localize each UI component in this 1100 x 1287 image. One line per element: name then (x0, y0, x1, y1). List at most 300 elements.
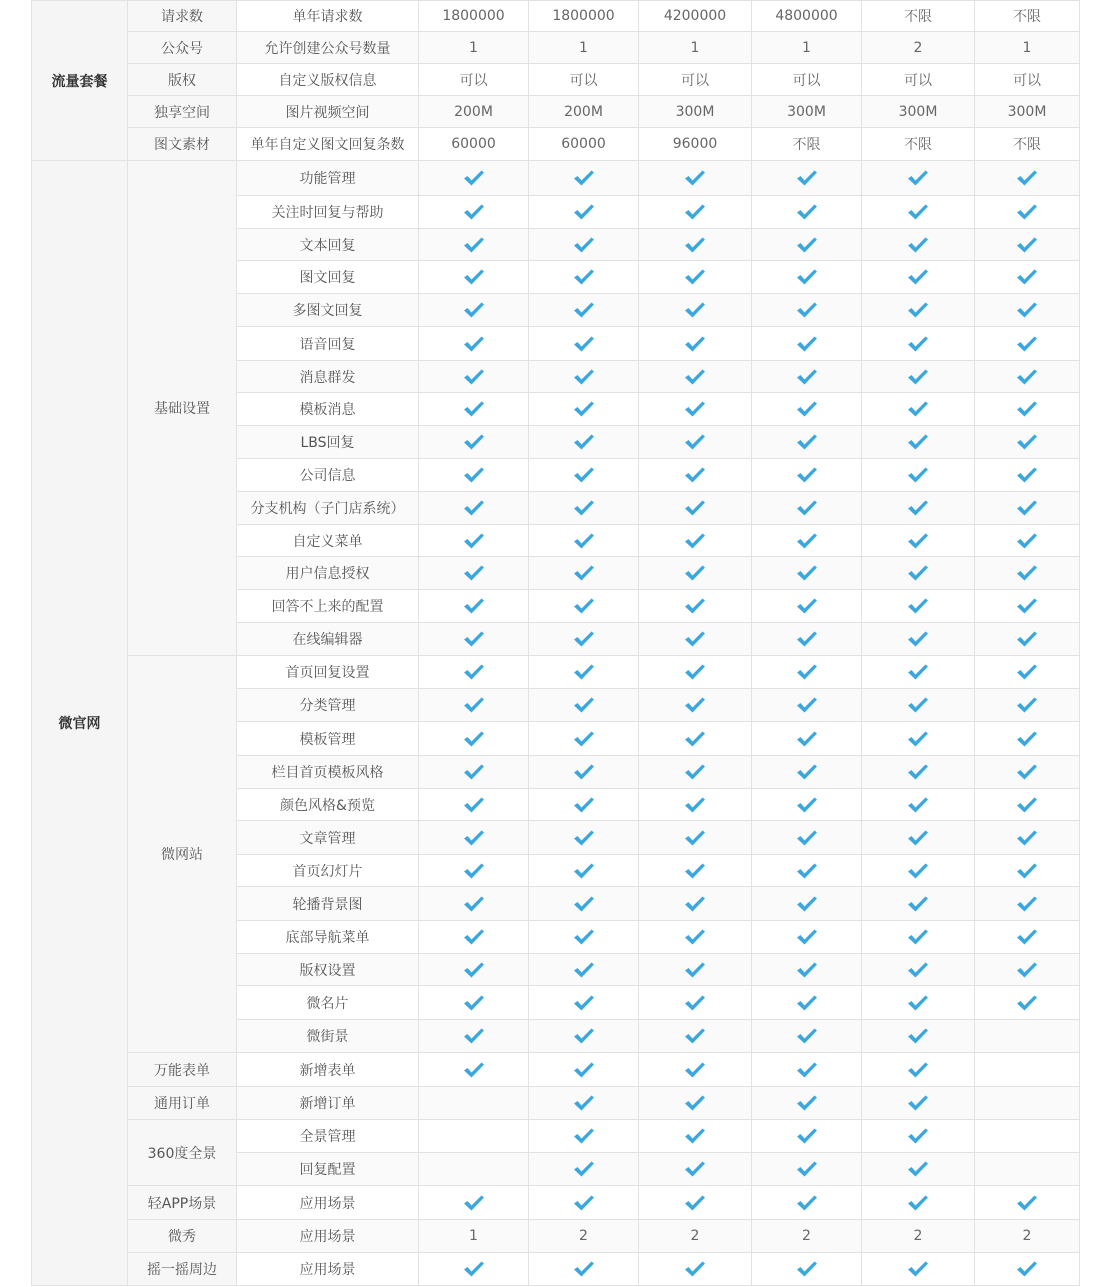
plan-value-check (639, 525, 752, 557)
check-icon (796, 1061, 818, 1079)
group-label: 摇一摇周边 (128, 1253, 237, 1286)
plan-value-check (419, 557, 529, 590)
check-icon (463, 301, 485, 319)
check-icon (1016, 730, 1038, 748)
plan-value-check (862, 1186, 975, 1220)
plan-value-check (639, 196, 752, 229)
plan-value-check (752, 590, 862, 623)
plan-value-check (639, 887, 752, 921)
plan-value: 1800000 (419, 1, 529, 32)
plan-value-check (419, 426, 529, 459)
check-icon (463, 1061, 485, 1079)
check-icon (573, 696, 595, 714)
plan-value-check (639, 492, 752, 525)
plan-value-check (639, 954, 752, 986)
check-icon (463, 630, 485, 648)
plan-value-check (419, 1020, 529, 1053)
plan-value-check (862, 393, 975, 426)
plan-value-check (419, 789, 529, 821)
check-icon (1016, 433, 1038, 451)
plan-value: 200M (419, 96, 529, 128)
check-icon (684, 169, 706, 187)
table-row (32, 32, 1080, 64)
feature-label: 底部导航菜单 (237, 921, 419, 954)
feature-label: 应用场景 (237, 1186, 419, 1220)
check-icon (573, 236, 595, 254)
check-icon (907, 301, 929, 319)
plan-value-check (639, 1087, 752, 1120)
check-icon (796, 400, 818, 418)
plan-value: 4200000 (639, 1, 752, 32)
plan-value-check (639, 986, 752, 1020)
plan-value-check (752, 887, 862, 921)
plan-value-check (975, 161, 1080, 196)
check-icon (463, 862, 485, 880)
plan-value-check (975, 689, 1080, 722)
plan-value-check (639, 294, 752, 327)
check-icon (684, 499, 706, 517)
plan-value-check (419, 492, 529, 525)
feature-label: 在线编辑器 (237, 623, 419, 656)
check-icon (463, 663, 485, 681)
check-icon (1016, 1260, 1038, 1278)
plan-value-check (975, 986, 1080, 1020)
feature-label: 关注时回复与帮助 (237, 196, 419, 229)
plan-value-check (529, 525, 639, 557)
plan-value: 4800000 (752, 1, 862, 32)
check-icon (573, 961, 595, 979)
check-icon (907, 696, 929, 714)
check-icon (463, 268, 485, 286)
plan-value-check (639, 1020, 752, 1053)
feature-label: 文本回复 (237, 229, 419, 261)
plan-value-check (419, 294, 529, 327)
check-icon (684, 466, 706, 484)
check-icon (684, 236, 706, 254)
check-icon (907, 466, 929, 484)
plan-value-check (529, 986, 639, 1020)
plan-value-check (639, 361, 752, 393)
plan-value-check (419, 327, 529, 361)
plan-value: 可以 (975, 64, 1080, 96)
feature-label: 轮播背景图 (237, 887, 419, 921)
check-icon (796, 335, 818, 353)
plan-value-check (862, 623, 975, 656)
plan-value-check (975, 1253, 1080, 1286)
plan-value-check (862, 986, 975, 1020)
feature-label: 颜色风格&预览 (237, 789, 419, 821)
plan-value-check (419, 623, 529, 656)
plan-value-check (639, 1053, 752, 1087)
plan-value: 可以 (639, 64, 752, 96)
check-icon (1016, 696, 1038, 714)
check-icon (573, 268, 595, 286)
plan-value-check (419, 954, 529, 986)
plan-value-check (752, 1020, 862, 1053)
plan-value-check (975, 261, 1080, 294)
plan-value: 1 (752, 32, 862, 64)
check-icon (573, 1061, 595, 1079)
feature-label: 新增订单 (237, 1087, 419, 1120)
plan-value-check (529, 1053, 639, 1087)
plan-value-empty (419, 1120, 529, 1153)
feature-label: 微街景 (237, 1020, 419, 1053)
plan-value-check (862, 722, 975, 756)
check-icon (684, 400, 706, 418)
group-label: 万能表单 (128, 1053, 237, 1087)
check-icon (907, 1027, 929, 1045)
plan-value-check (862, 557, 975, 590)
plan-value-check (529, 756, 639, 789)
check-icon (796, 532, 818, 550)
plan-value-check (752, 789, 862, 821)
plan-value-check (862, 921, 975, 954)
plan-value: 2 (975, 1220, 1080, 1253)
check-icon (573, 895, 595, 913)
feature-label: 版权设置 (237, 954, 419, 986)
feature-label: 全景管理 (237, 1120, 419, 1153)
check-icon (1016, 564, 1038, 582)
check-icon (684, 301, 706, 319)
check-icon (573, 301, 595, 319)
check-icon (573, 466, 595, 484)
plan-value-check (529, 1020, 639, 1053)
check-icon (463, 564, 485, 582)
check-icon (463, 335, 485, 353)
plan-value-check (975, 623, 1080, 656)
check-icon (463, 1194, 485, 1212)
check-icon (684, 796, 706, 814)
feature-label: 模板管理 (237, 722, 419, 756)
plan-value-check (752, 426, 862, 459)
check-icon (796, 961, 818, 979)
table-row (32, 1253, 1080, 1286)
plan-value: 300M (639, 96, 752, 128)
plan-value: 1 (529, 32, 639, 64)
feature-label: 允许创建公众号数量 (237, 32, 419, 64)
plan-value-check (975, 855, 1080, 887)
check-icon (463, 928, 485, 946)
plan-value-check (975, 294, 1080, 327)
plan-value-check (862, 756, 975, 789)
check-icon (573, 763, 595, 781)
plan-value-check (639, 426, 752, 459)
plan-value-check (639, 393, 752, 426)
plan-value-check (529, 161, 639, 196)
plan-value-check (639, 1120, 752, 1153)
plan-value-check (529, 393, 639, 426)
table-row (32, 64, 1080, 96)
check-icon (684, 368, 706, 386)
plan-value-check (529, 954, 639, 986)
plan-value-check (862, 459, 975, 492)
plan-value-check (752, 689, 862, 722)
feature-label: 语音回复 (237, 327, 419, 361)
plan-value-check (752, 161, 862, 196)
check-icon (907, 1127, 929, 1145)
feature-label: 模板消息 (237, 393, 419, 426)
check-icon (796, 368, 818, 386)
plan-value-check (862, 229, 975, 261)
check-icon (907, 994, 929, 1012)
plan-comparison-table-wrapper (31, 0, 1079, 1287)
plan-value-check (529, 789, 639, 821)
plan-value: 200M (529, 96, 639, 128)
plan-value-check (862, 590, 975, 623)
plan-value-empty (975, 1153, 1080, 1186)
plan-value-check (639, 1186, 752, 1220)
plan-value-check (862, 1053, 975, 1087)
check-icon (907, 368, 929, 386)
plan-value-check (975, 722, 1080, 756)
check-icon (573, 1194, 595, 1212)
group-label: 版权 (128, 64, 237, 96)
plan-value-check (752, 1153, 862, 1186)
check-icon (463, 1260, 485, 1278)
feature-label: 回答不上来的配置 (237, 590, 419, 623)
plan-value-check (862, 261, 975, 294)
plan-value-check (529, 689, 639, 722)
plan-value: 可以 (862, 64, 975, 96)
plan-value-empty (975, 1087, 1080, 1120)
plan-value-check (862, 161, 975, 196)
check-icon (907, 1260, 929, 1278)
plan-value-check (862, 954, 975, 986)
check-icon (684, 994, 706, 1012)
plan-value-check (752, 525, 862, 557)
plan-value-check (975, 426, 1080, 459)
plan-value-check (529, 459, 639, 492)
plan-value-check (752, 1087, 862, 1120)
check-icon (573, 433, 595, 451)
plan-value-check (529, 557, 639, 590)
check-icon (796, 169, 818, 187)
check-icon (796, 1027, 818, 1045)
plan-value-check (529, 196, 639, 229)
plan-value-check (862, 789, 975, 821)
plan-value-check (419, 722, 529, 756)
check-icon (907, 335, 929, 353)
check-icon (573, 1260, 595, 1278)
check-icon (1016, 236, 1038, 254)
plan-value-check (529, 1253, 639, 1286)
group-label: 图文素材 (128, 128, 237, 161)
check-icon (684, 895, 706, 913)
check-icon (796, 499, 818, 517)
check-icon (573, 564, 595, 582)
check-icon (907, 928, 929, 946)
plan-value-check (975, 492, 1080, 525)
plan-value-check (529, 855, 639, 887)
plan-value: 可以 (752, 64, 862, 96)
check-icon (684, 730, 706, 748)
check-icon (1016, 829, 1038, 847)
plan-value-check (752, 855, 862, 887)
plan-value-check (975, 196, 1080, 229)
check-icon (573, 630, 595, 648)
section-label: 微官网 (32, 161, 128, 1286)
check-icon (907, 433, 929, 451)
plan-value-check (975, 525, 1080, 557)
feature-label: 应用场景 (237, 1220, 419, 1253)
plan-value-empty (975, 1020, 1080, 1053)
plan-value-check (639, 623, 752, 656)
section-label: 流量套餐 (32, 1, 128, 161)
plan-value: 60000 (419, 128, 529, 161)
plan-value-check (639, 921, 752, 954)
check-icon (1016, 268, 1038, 286)
check-icon (684, 268, 706, 286)
plan-value-check (529, 1153, 639, 1186)
check-icon (463, 763, 485, 781)
check-icon (1016, 169, 1038, 187)
plan-value-check (529, 361, 639, 393)
plan-value-check (752, 623, 862, 656)
plan-value-check (752, 393, 862, 426)
check-icon (463, 236, 485, 254)
feature-label: 首页幻灯片 (237, 855, 419, 887)
check-icon (573, 862, 595, 880)
check-icon (1016, 895, 1038, 913)
plan-value-check (752, 229, 862, 261)
check-icon (907, 895, 929, 913)
plan-value-check (419, 689, 529, 722)
check-icon (1016, 466, 1038, 484)
check-icon (1016, 928, 1038, 946)
plan-value-check (975, 656, 1080, 689)
plan-value-check (862, 855, 975, 887)
plan-value-check (862, 492, 975, 525)
plan-value-check (752, 954, 862, 986)
plan-value-check (975, 327, 1080, 361)
plan-value-check (419, 196, 529, 229)
plan-comparison-table (31, 0, 1080, 1286)
check-icon (684, 433, 706, 451)
check-icon (463, 895, 485, 913)
plan-value-check (752, 656, 862, 689)
table-row (32, 1, 1080, 32)
plan-value-check (752, 1253, 862, 1286)
plan-value-check (529, 327, 639, 361)
plan-value-check (529, 1120, 639, 1153)
feature-label: 首页回复设置 (237, 656, 419, 689)
check-icon (463, 730, 485, 748)
feature-label: 图文回复 (237, 261, 419, 294)
plan-value-check (639, 1253, 752, 1286)
plan-value: 不限 (975, 1, 1080, 32)
plan-value-check (419, 361, 529, 393)
feature-label: 多图文回复 (237, 294, 419, 327)
check-icon (796, 663, 818, 681)
plan-value-check (639, 855, 752, 887)
feature-label: 回复配置 (237, 1153, 419, 1186)
plan-value: 1 (639, 32, 752, 64)
check-icon (573, 203, 595, 221)
check-icon (796, 1094, 818, 1112)
check-icon (684, 1260, 706, 1278)
check-icon (796, 564, 818, 582)
check-icon (1016, 763, 1038, 781)
feature-label: 微名片 (237, 986, 419, 1020)
plan-value: 1 (975, 32, 1080, 64)
check-icon (463, 961, 485, 979)
check-icon (1016, 499, 1038, 517)
check-icon (796, 203, 818, 221)
plan-value-check (975, 459, 1080, 492)
check-icon (907, 532, 929, 550)
group-label: 微秀 (128, 1220, 237, 1253)
plan-value-check (639, 756, 752, 789)
check-icon (796, 928, 818, 946)
check-icon (796, 895, 818, 913)
check-icon (796, 763, 818, 781)
check-icon (1016, 630, 1038, 648)
plan-value-check (639, 229, 752, 261)
plan-value-check (862, 656, 975, 689)
check-icon (684, 1027, 706, 1045)
group-label: 公众号 (128, 32, 237, 64)
plan-value-check (975, 393, 1080, 426)
feature-label: 分类管理 (237, 689, 419, 722)
check-icon (796, 796, 818, 814)
plan-value-check (639, 590, 752, 623)
plan-value-check (639, 261, 752, 294)
plan-value: 不限 (862, 128, 975, 161)
plan-value-check (975, 887, 1080, 921)
check-icon (573, 597, 595, 615)
plan-value: 2 (862, 32, 975, 64)
check-icon (684, 928, 706, 946)
plan-value-check (419, 229, 529, 261)
check-icon (463, 696, 485, 714)
plan-value-check (862, 887, 975, 921)
plan-value-empty (975, 1053, 1080, 1087)
check-icon (907, 630, 929, 648)
plan-value: 60000 (529, 128, 639, 161)
check-icon (1016, 400, 1038, 418)
plan-value-check (862, 196, 975, 229)
check-icon (1016, 532, 1038, 550)
plan-value-check (862, 327, 975, 361)
check-icon (907, 169, 929, 187)
plan-value-empty (419, 1153, 529, 1186)
check-icon (463, 994, 485, 1012)
check-icon (796, 433, 818, 451)
feature-label: 栏目首页模板风格 (237, 756, 419, 789)
check-icon (463, 466, 485, 484)
check-icon (684, 203, 706, 221)
plan-value-check (419, 459, 529, 492)
table-row (32, 1053, 1080, 1087)
check-icon (796, 301, 818, 319)
plan-value-check (419, 525, 529, 557)
plan-value-check (752, 361, 862, 393)
plan-value-check (529, 623, 639, 656)
plan-value: 可以 (529, 64, 639, 96)
table-row (32, 1186, 1080, 1220)
check-icon (573, 169, 595, 187)
plan-value: 96000 (639, 128, 752, 161)
check-icon (1016, 597, 1038, 615)
check-icon (573, 928, 595, 946)
plan-value-check (862, 1153, 975, 1186)
table-row (32, 128, 1080, 161)
check-icon (796, 1194, 818, 1212)
plan-value: 1 (419, 32, 529, 64)
feature-label: 功能管理 (237, 161, 419, 196)
check-icon (796, 268, 818, 286)
check-icon (573, 663, 595, 681)
